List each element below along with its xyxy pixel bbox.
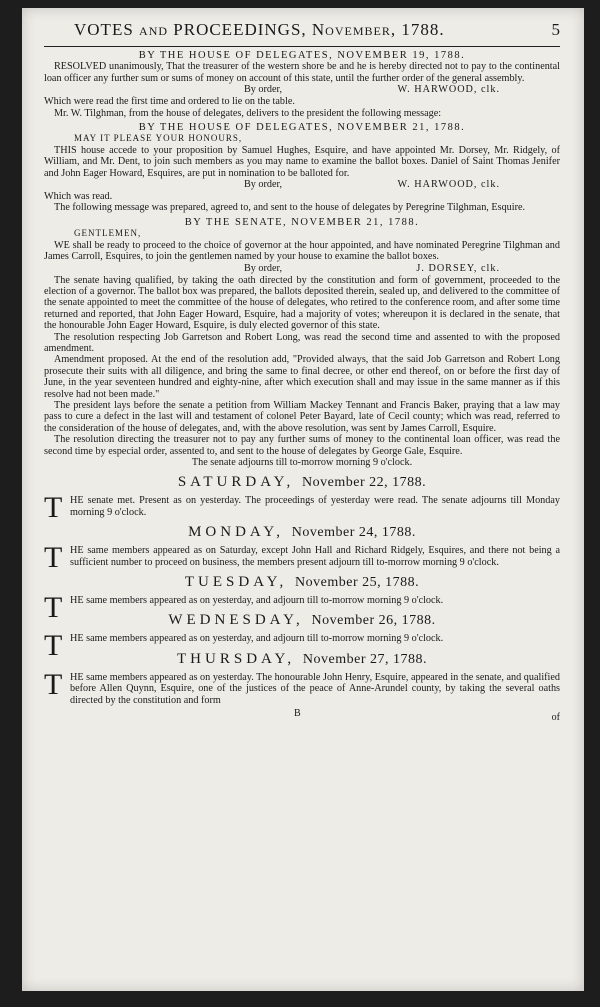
day-heading: [44, 474, 560, 491]
by-order-label: By order,: [244, 262, 283, 274]
resolved-paragraph: RESOLVED unanimously, That the treasurer of the western shore be and he is hereby directed not to pay to the continental loan officer any further sum or sums of money on account of this state, until the further order of the general assembly.: [44, 61, 560, 84]
petition-paragraph: The president lays before the senate a petition from William Mackey Tennant and Francis Baker, praying that a law may pass to cure a defect in the last will and testament of colonel Peter Bayard, late of Cecil county; which was read, referred to the consideration of the house of delegates, and, with the above resolution, was sent by James Carroll, Esquire.: [44, 399, 560, 434]
day-name: TUESDAY,: [184, 574, 288, 591]
day-entry: [44, 667, 560, 706]
drop-cap: T: [44, 667, 63, 701]
day-date: November 22, 1788.: [302, 475, 427, 491]
clerk-signature: W. HARWOOD, clk.: [397, 179, 500, 191]
day-entry: [44, 491, 560, 525]
day-heading: [44, 524, 560, 541]
catchword: of: [551, 712, 560, 724]
order-signature-1: [44, 84, 560, 96]
day-text: HE same members appeared as on Saturday, except John Hall and Richard Ridgely, Esquires, and there not being a sufficient number to proceed on business, the members present adjourn till to-morrow morning 9 o'clock.: [70, 545, 560, 568]
day-heading: [44, 612, 560, 629]
day-date: November 26, 1788.: [311, 613, 436, 629]
drop-cap: T: [44, 629, 63, 663]
delegates-heading-2: BY THE HOUSE OF DELEGATES, NOVEMBER 21, 1788.: [138, 122, 466, 134]
day-date: November 24, 1788.: [291, 525, 416, 541]
read-first-time: Which were read the first time and ordered to lie on the table.: [44, 96, 295, 108]
page-number: 5: [551, 20, 560, 39]
running-title: VOTES and PROCEEDINGS, November, 1788.: [74, 20, 445, 39]
day-heading: [44, 651, 560, 668]
day-text: HE same members appeared as on yesterday. The honourable John Henry, Esquire, appeared in the senate, and qualified before Allen Quynn, Esquire, one of the justices of the peace of Anne-Arundel county, by taking the several oaths directed by the constitution and form: [70, 671, 560, 706]
salutation-gentlemen: GENTLEMEN,: [74, 228, 142, 239]
proposition-paragraph: THIS house accede to your proposition by Samuel Hughes, Esquire, and have appointed Mr. Dorsey, Mr. Ridgely, of William, and Mr. Dent, to join such members as you may name to examine the ballot boxes. Daniel of Saint Thomas Jenifer and John Eager Howard, Esquires, are put in nomination to be balloted for.: [44, 144, 560, 179]
running-head: [44, 20, 560, 47]
order-signature-2: [44, 179, 560, 191]
day-text: HE senate met. Present as on yesterday. The proceedings of yesterday were read. The senate adjourns till Monday morning 9 o'clock.: [70, 495, 560, 518]
day-name: MONDAY,: [188, 524, 285, 541]
we-shall-paragraph: WE shall be ready to proceed to the choice of governor at the hour appointed, and have nominated Peregrine Tilghman and James Carroll, Esquires, to join the gentlemen named by your house to examine the ballot boxes.: [44, 239, 560, 263]
day-entry: [44, 541, 560, 575]
day-name: THURSDAY,: [177, 650, 296, 667]
resolution-garretson: The resolution respecting Job Garretson and Robert Long, was read the second time and assented to with the proposed amendment.: [44, 331, 560, 354]
senate-heading: BY THE SENATE, NOVEMBER 21, 1788.: [184, 216, 420, 228]
day-name: SATURDAY,: [177, 474, 295, 491]
drop-cap: T: [44, 591, 63, 625]
day-text: HE same members appeared as on yesterday, and adjourn till to-morrow morning 9 o'clock.: [70, 633, 444, 645]
day-name: WEDNESDAY,: [168, 612, 304, 629]
delegates-heading-1: BY THE HOUSE OF DELEGATES, NOVEMBER 19, 1788.: [138, 50, 466, 61]
which-was-read: Which was read.: [44, 191, 113, 203]
resolution-treasurer: The resolution directing the treasurer not to pay any further sums of money to the continental loan officer, was read the second time by especial order, assented to, and sent to the house of delegates by George Gale, Esquire.: [44, 434, 560, 457]
adjourns-line: The senate adjourns till to-morrow morning 9 o'clock.: [191, 457, 413, 468]
document-page: [22, 8, 584, 991]
tilghman-delivers: Mr. W. Tilghman, from the house of delegates, delivers to the president the following message:: [54, 107, 442, 119]
page-footer: [44, 708, 560, 724]
day-text: HE same members appeared as on yesterday, and adjourn till to-morrow morning 9 o'clock.: [70, 595, 444, 607]
day-date: November 27, 1788.: [302, 651, 427, 667]
senate-qualified-paragraph: The senate having qualified, by taking the oath directed by the constitution and form of government, proceeded to the election of a governor. The ballot box was prepared, the ballots deposited therein, sealed up, and delivered to the committee of the senate appointed to meet the committee of the house of delegates, who retired to the conference room, and after some time returned and reported, that John Eager Howard, Esquire, had a majority of votes; whereupon it is declared in the senate, that the honourable John Eager Howard, Esquire, is duly elected governor of this state.: [44, 274, 560, 332]
salutation-honours: MAY IT PLEASE YOUR HONOURS,: [74, 133, 243, 144]
drop-cap: T: [44, 491, 63, 525]
by-order-label: By order,: [244, 179, 283, 191]
signature-mark: B: [294, 708, 301, 720]
amendment-paragraph: Amendment proposed. At the end of the resolution add, "Provided always, that the said Job Garretson and Robert Long prosecute their suits with all diligence, and bring the same to final decree, or other end thereof, on or before the first day of June, in the year seventeen hundred and eighty-nine, after which execution shall and may issue in the same manner as if this resolve had not been made.": [44, 354, 560, 400]
day-date: November 25, 1788.: [295, 575, 420, 591]
drop-cap: T: [44, 541, 63, 575]
by-order-label: By order,: [244, 84, 283, 96]
following-message: The following message was prepared, agreed to, and sent to the house of delegates by Peregrine Tilghman, Esquire.: [54, 202, 526, 214]
clerk-signature: J. DORSEY, clk.: [416, 262, 500, 274]
clerk-signature: W. HARWOOD, clk.: [397, 84, 500, 96]
page-content: [44, 20, 560, 724]
day-heading: [44, 574, 560, 591]
order-signature-3: [44, 263, 560, 275]
